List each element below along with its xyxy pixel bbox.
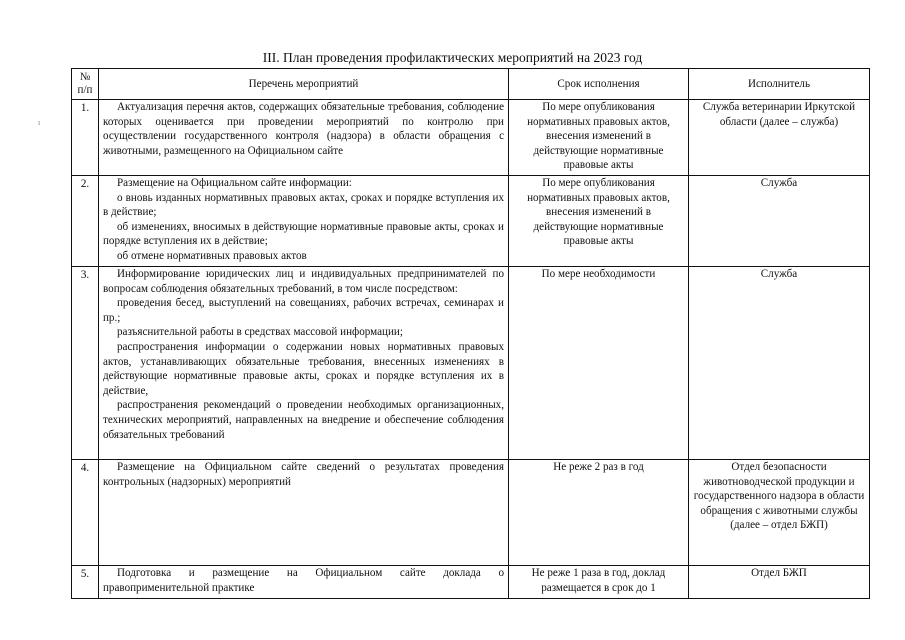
- activity-text: Размещение на Официальном сайте информации:: [117, 177, 352, 189]
- table-header-row: [72, 69, 870, 100]
- row-executor: Отдел безопасности животноводческой продукции и государственного надзора в области обращения с животными службы (далее – отдел БЖП): [689, 460, 870, 566]
- activity-text: об отмене нормативных правовых актов: [117, 249, 307, 262]
- row-executor: Отдел БЖП: [689, 566, 870, 599]
- margin-mark: ı: [38, 118, 41, 127]
- row-activities: [99, 267, 509, 460]
- table-row: [72, 176, 870, 267]
- activity-text: Информирование юридических лиц и индивидуальных предпринимателей по вопросам соблюдения обязательных требований, в том числе посредством:: [103, 268, 504, 295]
- row-activities: [99, 176, 509, 267]
- row-deadline: По мере необходимости: [509, 267, 689, 460]
- activities-table: [71, 68, 870, 599]
- document-title: III. План проведения профилактических мероприятий на 2023 год: [262, 50, 643, 65]
- activity-text: Актуализация перечня актов, содержащих обязательные требования, соблюдение которых оценивается при проведении мероприятий по контролю при осуществлении государственного контроля (надзора) в области обращения с животными, размещенного на Официальном сайте: [103, 101, 504, 157]
- table-row: [72, 100, 870, 176]
- table-row: [72, 566, 870, 599]
- row-activities: [99, 460, 509, 566]
- row-activities: [99, 566, 509, 599]
- header-deadline: Срок исполнения: [509, 69, 689, 100]
- row-num: 2.: [72, 176, 99, 267]
- row-executor: Служба: [689, 176, 870, 267]
- row-activities: [99, 100, 509, 176]
- row-num: 4.: [72, 460, 99, 566]
- row-deadline: По мере опубликования нормативных правовых актов, внесения изменений в действующие нормативные правовые акты: [509, 100, 689, 176]
- row-executor: Служба: [689, 267, 870, 460]
- header-executor: Исполнитель: [689, 69, 870, 100]
- row-num: 5.: [72, 566, 99, 599]
- row-executor: Служба ветеринарии Иркутской области (далее – служба): [689, 100, 870, 176]
- header-num: № п/п: [72, 69, 99, 100]
- row-deadline: Не реже 1 раза в год, доклад размещается в срок до 1: [509, 566, 689, 599]
- row-deadline: Не реже 2 раз в год: [509, 460, 689, 566]
- activity-text: об изменениях, вносимых в действующие нормативные правовые акты, сроках и порядке вступления их в действие;: [103, 220, 504, 248]
- table-row: [72, 460, 870, 566]
- activity-text: разъяснительной работы в средствах массовой информации;: [117, 326, 403, 339]
- row-num: 1.: [72, 100, 99, 176]
- activity-text: проведения бесед, выступлений на совещаниях, рабочих встречах, семинарах и пр.;: [103, 297, 504, 324]
- header-activities: Перечень мероприятий: [99, 69, 509, 100]
- activity-text: Размещение на Официальном сайте сведений о результатах проведения контрольных (надзорных) мероприятий: [103, 461, 504, 488]
- row-deadline: По мере опубликования нормативных правовых актов, внесения изменений в действующие нормативные правовые акты: [509, 176, 689, 267]
- activity-text: Подготовка и размещение на Официальном сайте доклада о правоприменительной практике: [103, 567, 504, 594]
- table-row: [72, 267, 870, 460]
- row-num: 3.: [72, 267, 99, 460]
- activity-text: распространения рекомендаций о проведении необходимых организационных, технических мероприятий, направленных на внедрение и обеспечение соблюдения обязательных требований: [103, 399, 504, 441]
- activity-text: о вновь изданных нормативных правовых актах, сроках и порядке вступления их в действие;: [103, 191, 504, 219]
- activity-text: распространения информации о содержании новых нормативных правовых актов, устанавливающих обязательные требования, внесенных изменениях в действующие нормативные правовые акты, сроках и порядке вступления их в действие,: [103, 340, 504, 397]
